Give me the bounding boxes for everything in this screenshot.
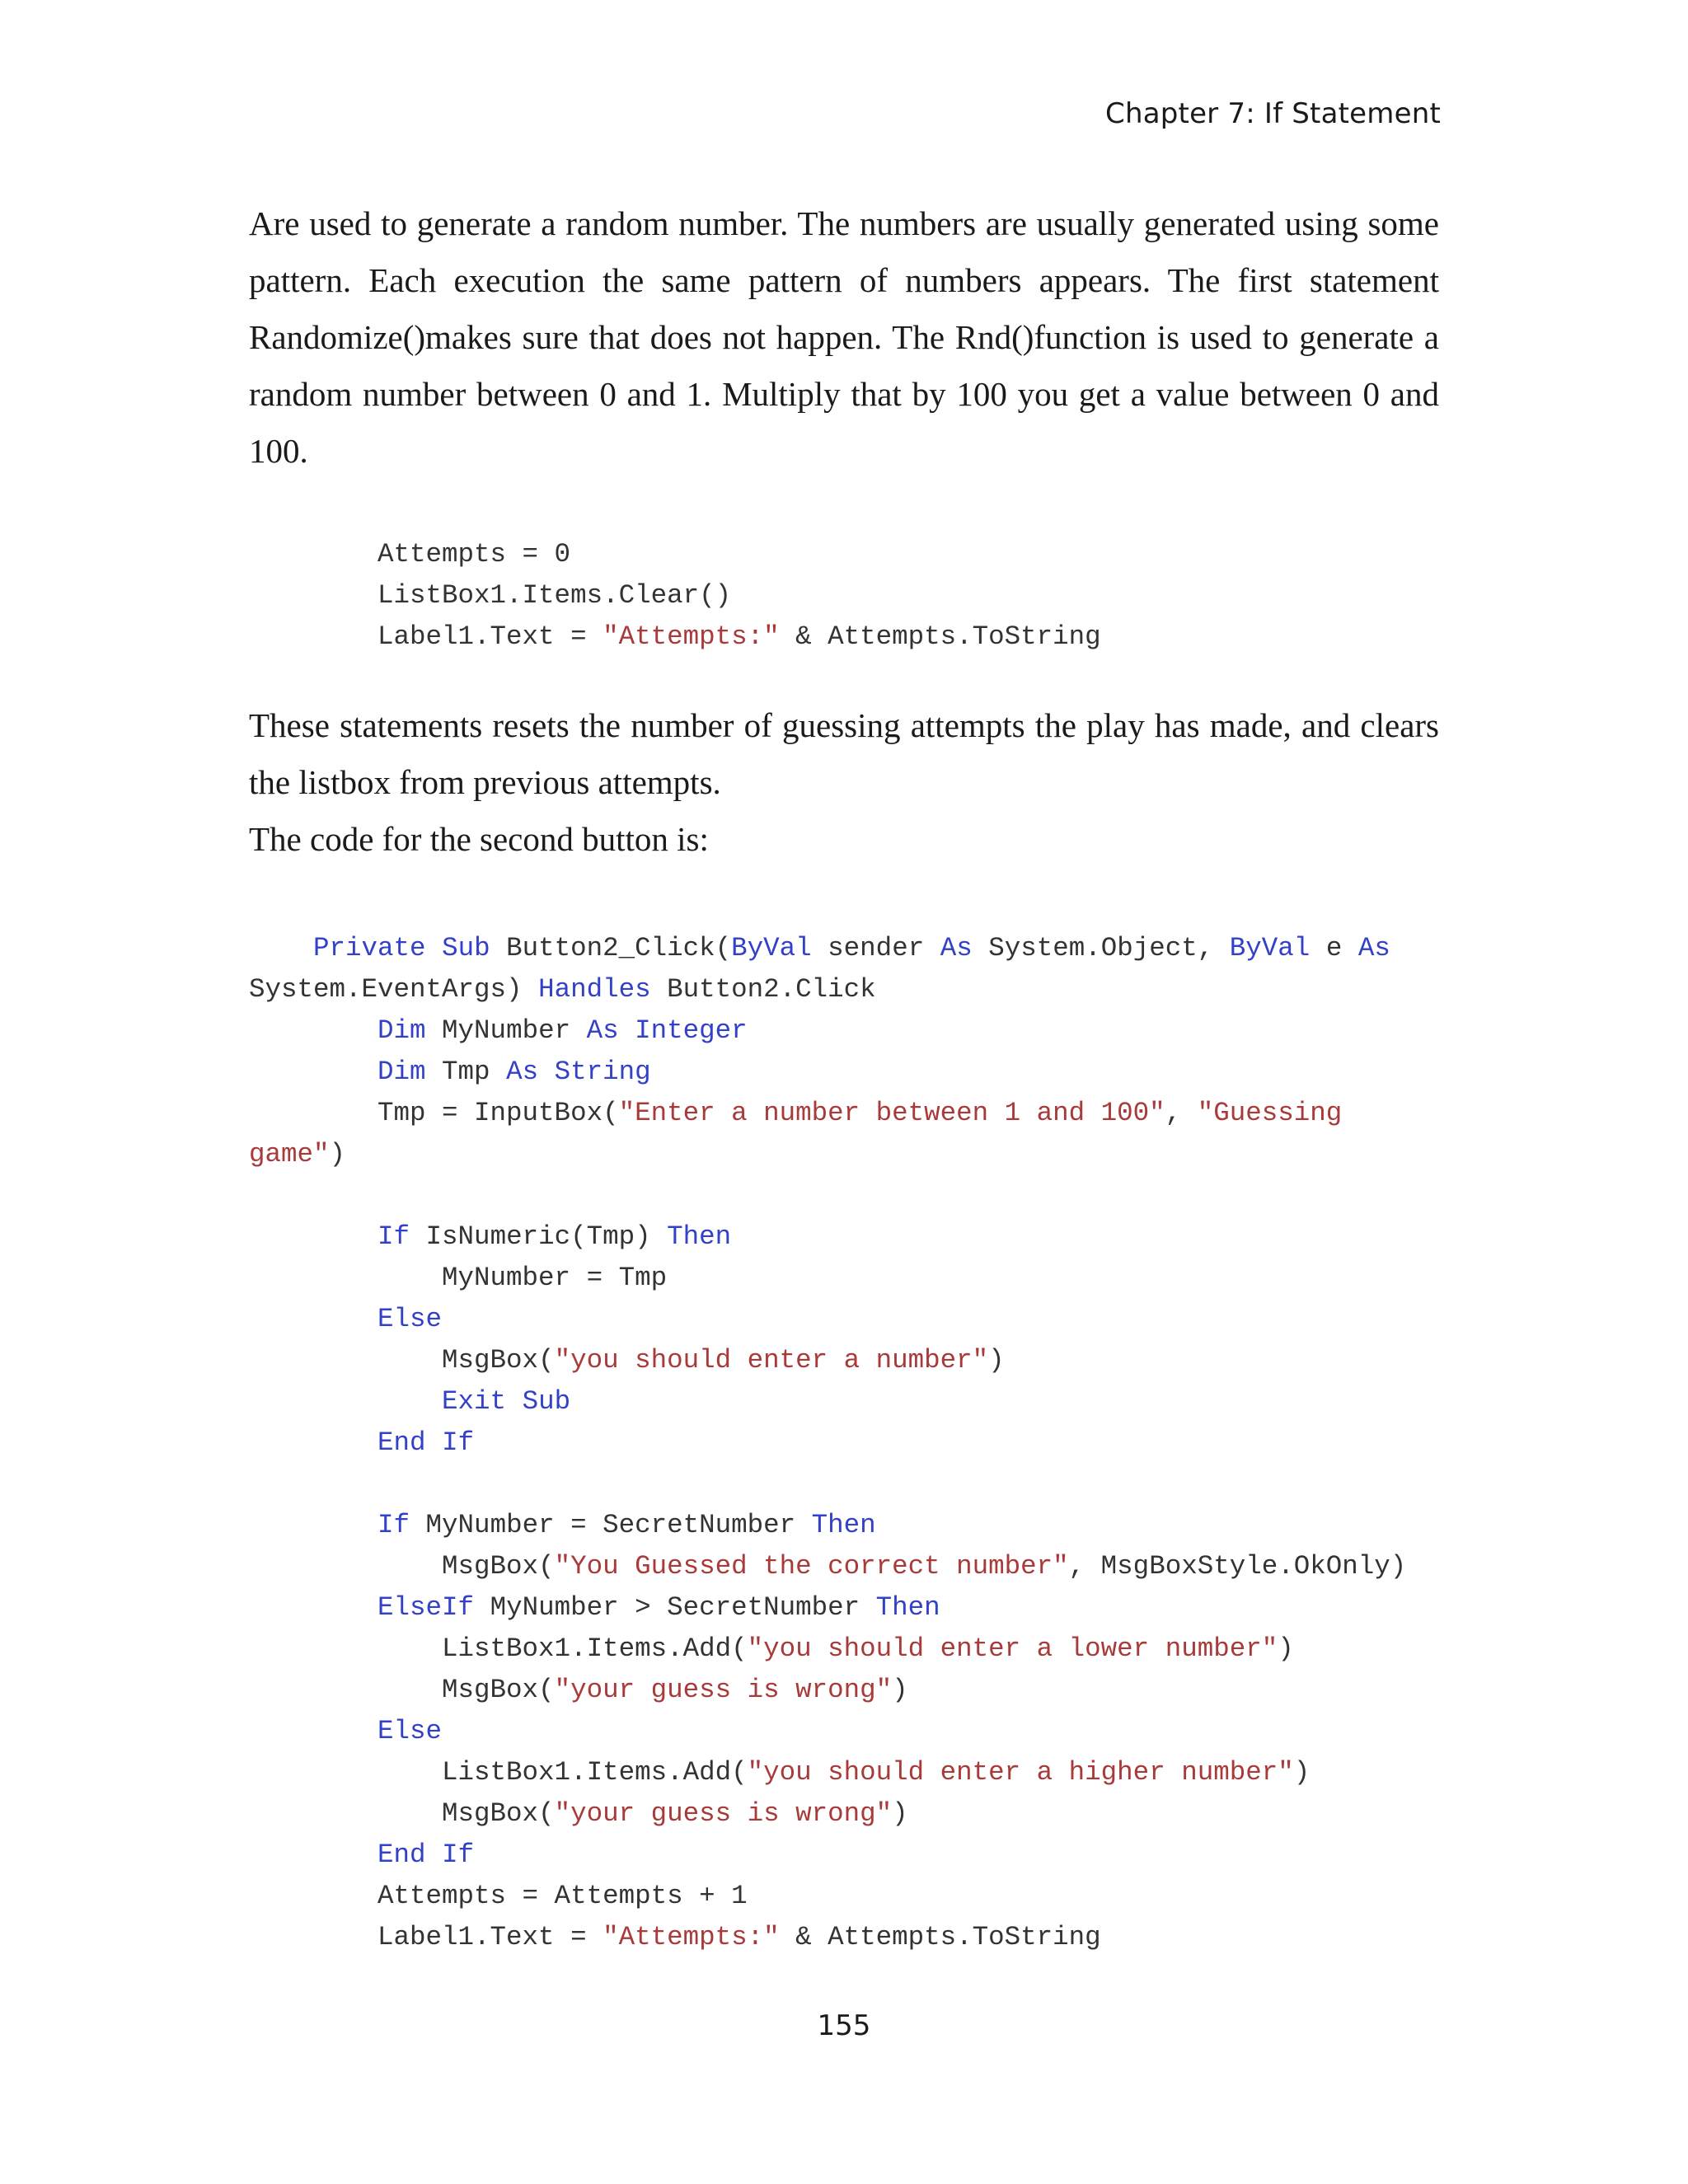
code-text [249,1015,377,1046]
code-text: Tmp = InputBox( [249,1098,619,1128]
code-block-2 [249,928,1406,1958]
code-line [249,1752,1406,1793]
code-string: "Attempts:" [603,1922,780,1952]
code-text [249,1716,377,1746]
code-text: ) [892,1675,908,1705]
code-text: ) [988,1345,1005,1376]
code-line [249,1134,1406,1175]
code-text [249,1057,377,1087]
code-string: "Guessing [1197,1098,1343,1128]
code-string: "you should enter a number" [554,1345,989,1376]
code-string: "you should enter a lower number" [747,1633,1278,1664]
code-text [506,1386,523,1417]
code-text: IsNumeric(Tmp) [410,1221,668,1252]
code-text: ) [329,1139,346,1169]
code-text: Tmp [425,1057,507,1087]
code-text: ) [1293,1757,1311,1788]
code-text: Attempts = Attempts + 1 [249,1881,748,1911]
code-keyword: End [377,1840,426,1870]
code-text: MsgBox( [249,1345,555,1376]
code-text [249,1592,377,1623]
code-line [249,928,1406,969]
code-keyword: End [377,1427,426,1458]
code-string: "you should enter a higher number" [747,1757,1294,1788]
chapter-header: Chapter 7: If Statement [1105,97,1441,130]
code-line [249,1505,1406,1546]
code-text: & Attempts.ToString [779,1922,1101,1952]
code-line [249,616,1101,658]
code-text [249,1840,377,1870]
code-keyword: String [554,1057,651,1087]
code-line [249,1340,1406,1381]
code-block-1 [249,534,1101,658]
code-line [249,1464,1406,1505]
code-string: game" [249,1139,330,1169]
code-text [249,1304,377,1334]
code-string: "You Guessed the correct number" [554,1551,1069,1582]
code-text: MyNumber > SecretNumber [474,1592,876,1623]
code-text [426,1427,443,1458]
code-line [249,1629,1406,1670]
code-text: ListBox1.Items.Clear() [249,580,732,611]
code-line [249,1670,1406,1711]
code-text: Label1.Text = [249,1922,603,1952]
code-keyword: Dim [377,1015,426,1046]
code-line [249,1546,1406,1587]
code-text: sender [811,933,940,963]
code-line [249,534,1101,575]
code-line [249,1175,1406,1216]
code-string: "your guess is wrong" [554,1798,893,1829]
code-line [249,1258,1406,1299]
code-keyword: As [1357,933,1390,963]
code-line [249,1381,1406,1422]
code-string: "your guess is wrong" [554,1675,893,1705]
code-text [426,933,443,963]
code-keyword: As [506,1057,539,1087]
code-keyword: As [586,1015,619,1046]
code-line [249,1876,1406,1917]
code-text: MyNumber = SecretNumber [410,1510,812,1540]
code-text: ) [1278,1633,1294,1664]
code-keyword: If [377,1221,410,1252]
code-line [249,1299,1406,1340]
code-text [249,1221,377,1252]
code-keyword: Sub [442,933,490,963]
code-text: System.Object, [972,933,1230,963]
code-text [249,1427,377,1458]
intro-paragraph: Are used to generate a random number. The numbers are usually generated using some pattern. Each execution the same pattern of numbers appears. The first statement Randomize()makes sure that does not happen. The Rnd()function is used to generate a random number between 0 and 1. Multiply that by 100 you get a value between 0 and 100. [249,204,1439,470]
code-keyword: If [442,1840,475,1870]
code-text: MsgBox( [249,1798,555,1829]
code-keyword: If [377,1510,410,1540]
code-keyword: Then [667,1221,732,1252]
code-text [249,1386,442,1417]
code-keyword: Else [377,1304,443,1334]
code-text [249,1510,377,1540]
code-keyword: ByVal [1229,933,1311,963]
code-text: ListBox1.Items.Add( [249,1633,748,1664]
code-keyword: Exit [442,1386,507,1417]
code-line [249,1216,1406,1258]
code-keyword: Then [811,1510,876,1540]
code-keyword: If [442,1427,475,1458]
code-text: Button2.Click [650,974,876,1005]
code-line [249,1711,1406,1752]
code-line [249,1587,1406,1629]
code-text [426,1840,443,1870]
code-line [249,575,1101,616]
code-keyword: Handles [538,974,651,1005]
code-text: System.EventArgs) [249,974,539,1005]
code-line [249,1793,1406,1835]
code-line [249,1422,1406,1464]
code-text: , MsgBoxStyle.OkOnly) [1068,1551,1407,1582]
code-text [249,933,313,963]
code-keyword: As [940,933,973,963]
code-text: , [1165,1098,1198,1128]
code-string: "Attempts:" [603,621,780,652]
code-text: Label1.Text = [249,621,603,652]
code-keyword: Dim [377,1057,426,1087]
code-line [249,1835,1406,1876]
code-keyword: ElseIf [377,1592,475,1623]
code-line [249,1052,1406,1093]
code-line [249,1093,1406,1134]
code-string: "Enter a number between 1 and 100" [618,1098,1165,1128]
code-line [249,1010,1406,1052]
code-text [538,1057,555,1087]
code-keyword: Integer [635,1015,748,1046]
code-line [249,1917,1406,1958]
page-number: 155 [817,2009,871,2042]
code-keyword: Then [875,1592,940,1623]
middle-paragraph: These statements resets the number of guessing attempts the play has made, and clears the listbox from previous attempts. [249,706,1439,801]
code-text: MsgBox( [249,1551,555,1582]
code-keyword: ByVal [731,933,812,963]
code-text: MyNumber [425,1015,587,1046]
code-text: MyNumber = Tmp [249,1263,668,1293]
code-text [619,1015,635,1046]
code-text: Attempts = 0 [249,539,571,569]
code-line [249,969,1406,1010]
code-text: ListBox1.Items.Add( [249,1757,748,1788]
code-text: e [1310,933,1358,963]
code-text: Button2_Click( [490,933,732,963]
code-text: & Attempts.ToString [779,621,1101,652]
code-keyword: Else [377,1716,443,1746]
code-text: ) [892,1798,908,1829]
code-text: MsgBox( [249,1675,555,1705]
code-keyword: Sub [522,1386,571,1417]
code-keyword: Private [313,933,426,963]
second-button-intro: The code for the second button is: [249,820,709,858]
